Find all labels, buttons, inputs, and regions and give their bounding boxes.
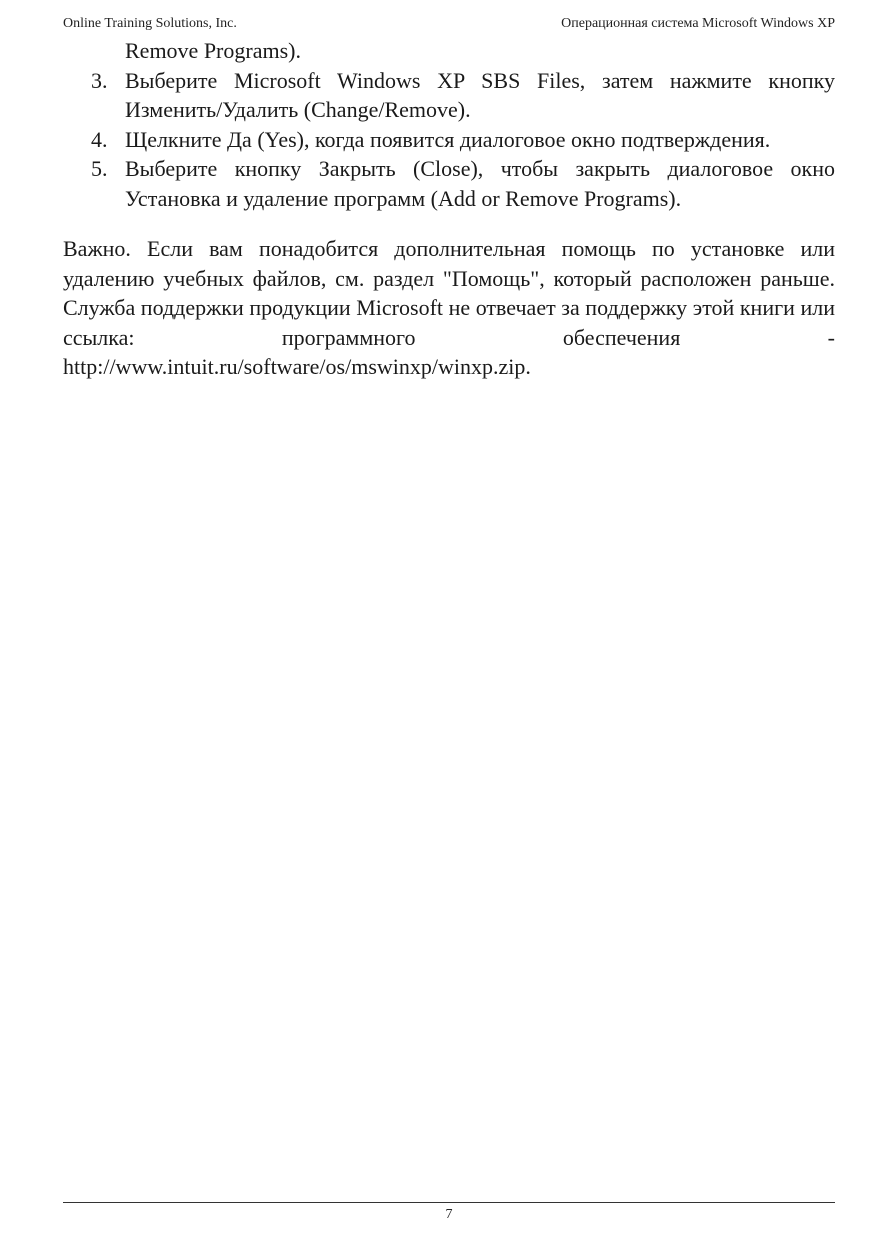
list-item-text: Выберите кнопку Закрыть (Close), чтобы закрыть диалоговое окно Установка и удаление программ (Add or Remove Programs). [125,156,835,211]
list-item-step-5 [63,154,835,213]
list-item-number: 4. [91,126,108,152]
list-item-continuation [63,36,835,66]
page-number: 7 [445,1207,453,1222]
list-item-step-4 [63,125,835,155]
page-header [63,16,835,36]
list-item-text: Remove Programs). [125,38,301,63]
list-item-number: 5. [91,156,108,181]
list-item-number: 3. [91,67,108,93]
header-book-title: Операционная система Microsoft Windows XP [561,16,835,31]
header-publisher: Online Training Solutions, Inc. [63,16,237,31]
list-item-text: Щелкните Да (Yes), когда появится диалоговое окно подтверждения. [125,126,771,152]
list-item-step-3 [63,66,835,125]
list-item-text: Выберите Microsoft Windows XP SBS Files, затем нажмите кнопку Изменить/Удалить (Change/Remove). [125,67,835,122]
page-content [63,36,835,404]
footer-divider [63,1202,835,1203]
important-note: Важно. Если вам понадобится дополнительная помощь по установке или удалению учебных файлов, см. раздел "Помощь", который расположен раньше. Служба поддержки продукции Microsoft не отвечает за поддержку этой книги или ссылка: программного обеспечения - http://www.intuit.ru/software/os/mswinxp/winxp.zip. [63,236,835,379]
